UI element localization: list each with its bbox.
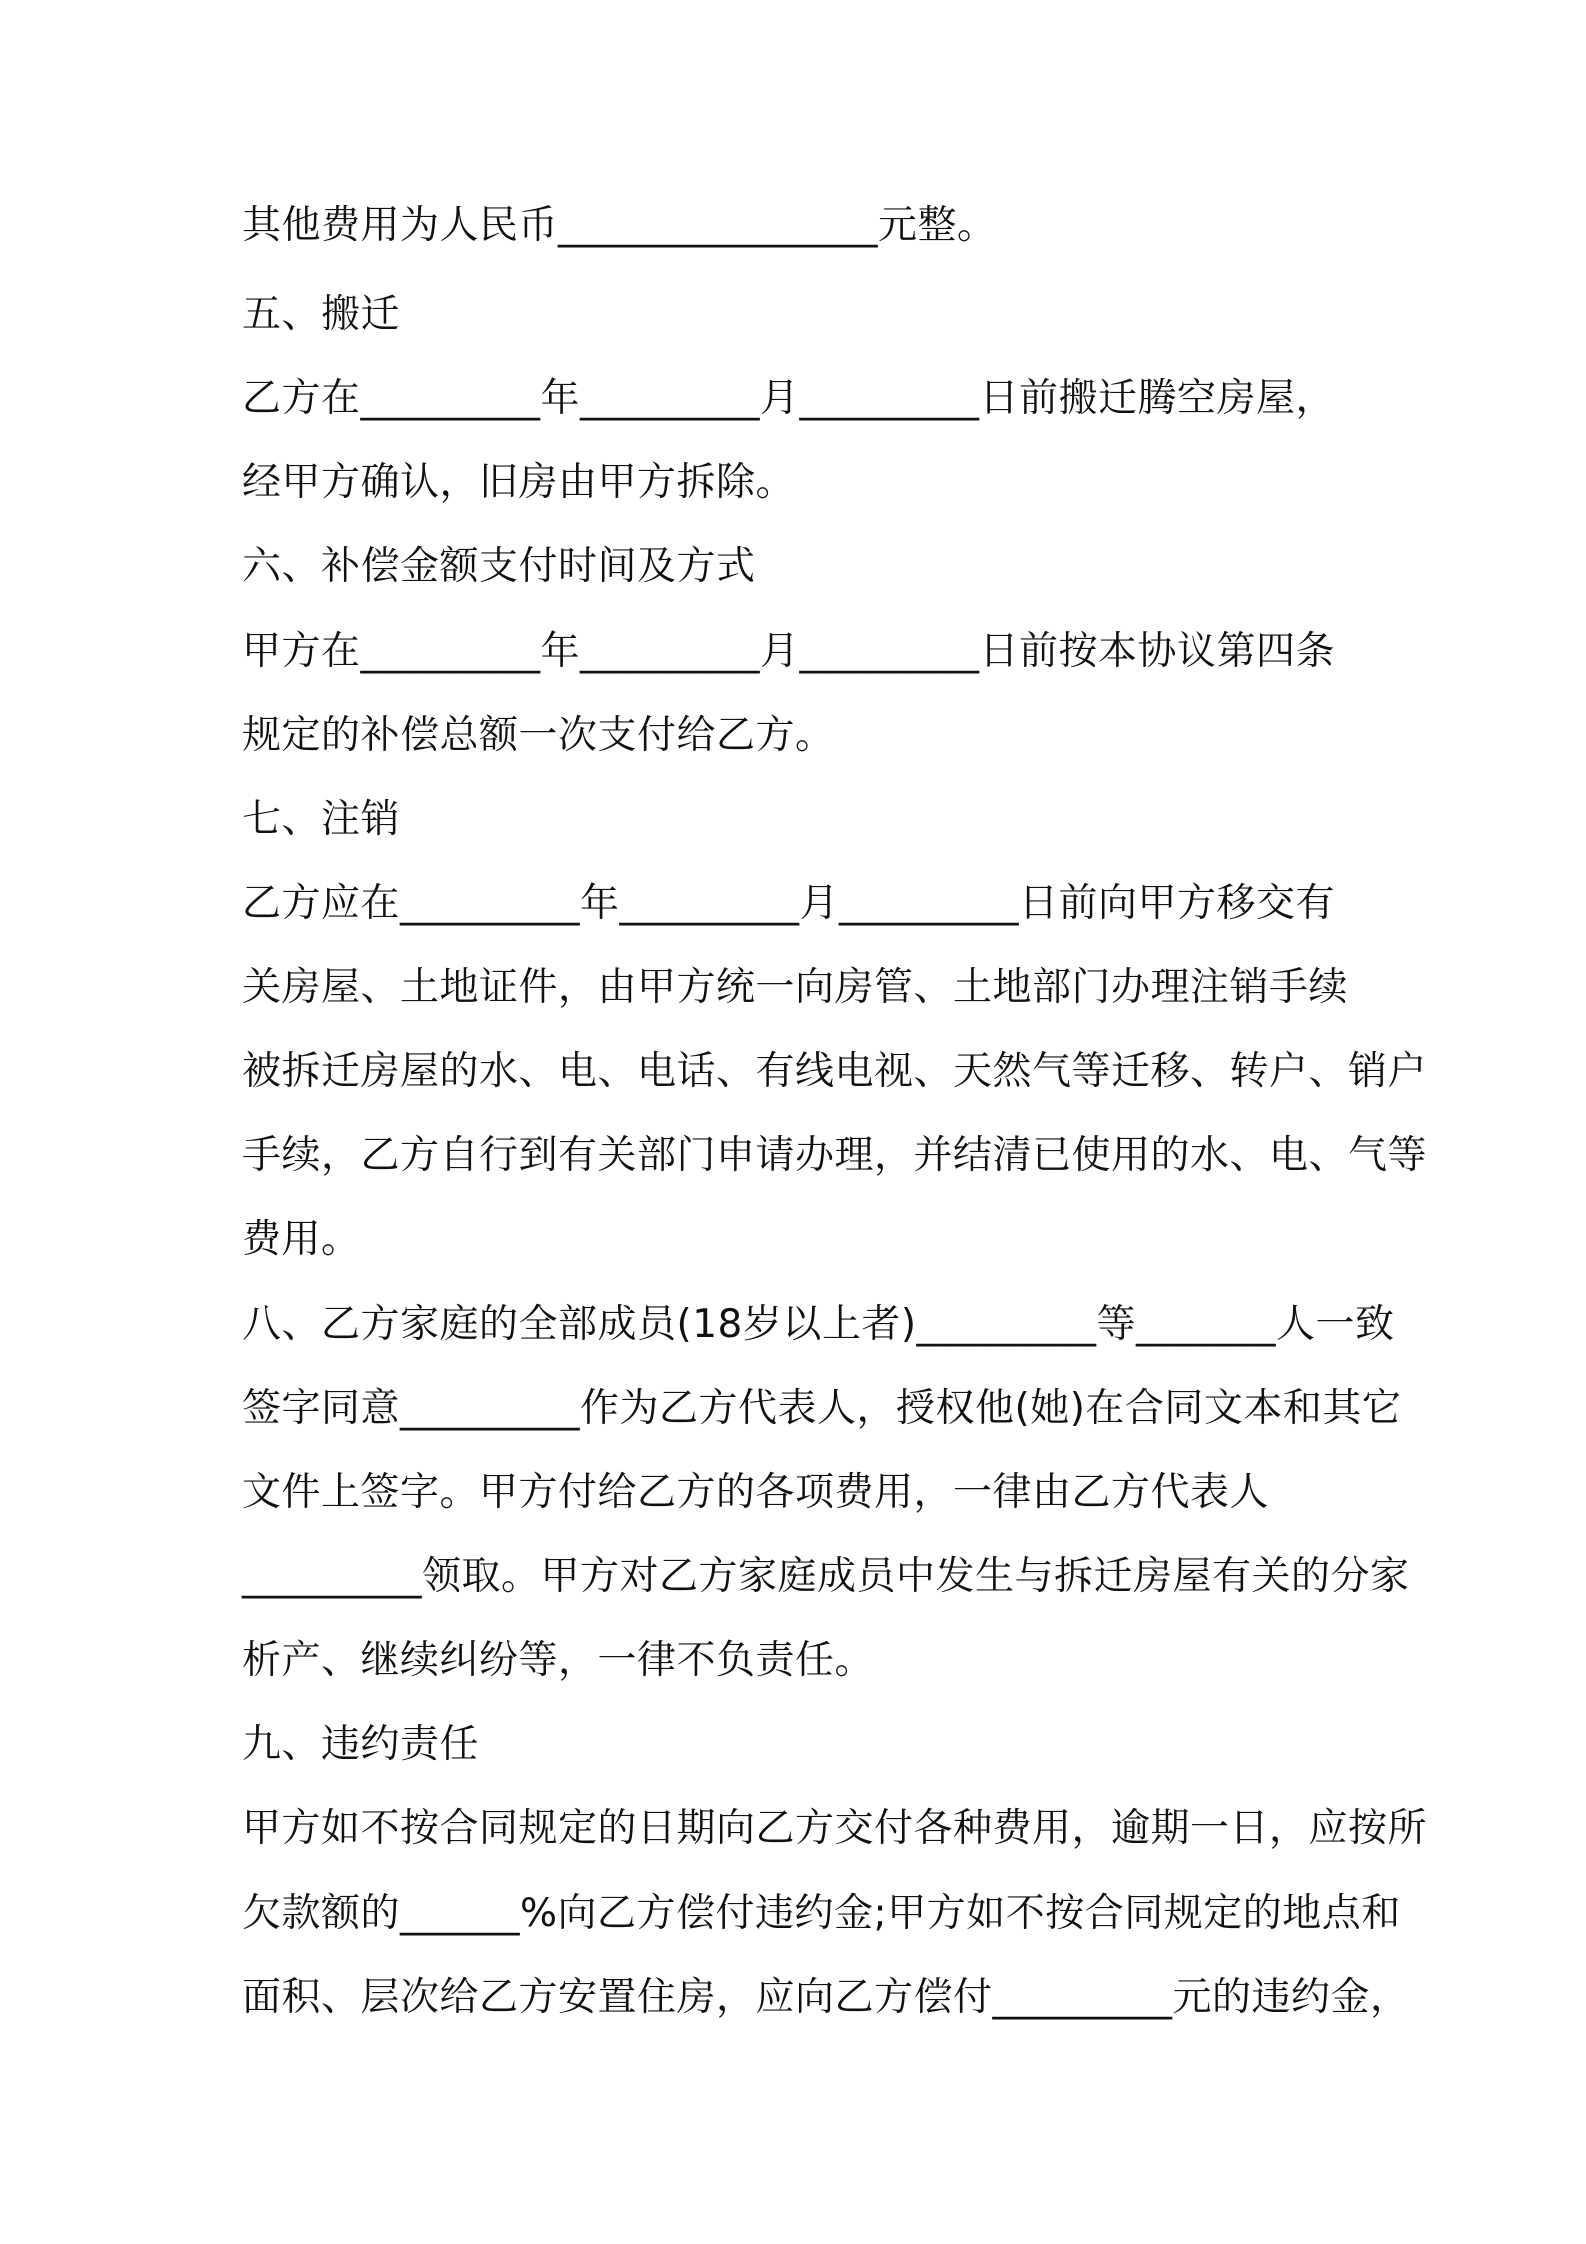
text-line: 关房屋、土地证件，由甲方统一向房管、土地部门办理注销手续 [242,965,1349,1010]
section-heading-liability: 九、违约责任 [242,1722,480,1767]
text-line: 被拆迁房屋的水、电、电话、有线电视、天然气等迁移、转户、销户 [242,1049,1428,1094]
text-line: 文件上签字。甲方付给乙方的各项费用，一律由乙方代表人 [242,1470,1270,1515]
section-heading-cancellation: 七、注销 [242,797,401,842]
text-line: 乙方应在_________年_________月_________日前向甲方移交有 [242,881,1336,926]
section-heading-payment: 六、补偿金额支付时间及方式 [242,544,756,589]
text-line: _________领取。甲方对乙方家庭成员中发生与拆迁房屋有关的分家 [242,1554,1410,1599]
text-line: 规定的补偿总额一次支付给乙方。 [242,713,835,758]
text-line: 签字同意_________作为乙方代表人，授权他(她)在合同文本和其它 [242,1386,1402,1431]
text-line: 欠款额的______%向乙方偿付违约金;甲方如不按合同规定的地点和 [242,1891,1401,1936]
text-line: 乙方在_________年_________月_________日前搬迁腾空房屋， [242,376,1336,421]
text-line: 甲方在_________年_________月_________日前按本协议第四条 [242,629,1336,674]
text-line: 经甲方确认，旧房由甲方拆除。 [242,460,796,505]
text-line: 面积、层次给乙方安置住房，应向乙方偿付_________元的违约金， [242,1975,1410,2020]
text-line: 析产、继续纠纷等，一律不负责任。 [242,1638,875,1683]
text-line: 手续，乙方自行到有关部门申请办理，并结清已使用的水、电、气等 [242,1133,1428,1178]
text-line: 甲方如不按合同规定的日期向乙方交付各种费用，逾期一日，应按所 [242,1806,1428,1851]
section-heading-relocation: 五、搬迁 [242,292,401,337]
text-line: 八、乙方家庭的全部成员(18岁以上者)_________等_______人一致 [242,1302,1395,1347]
text-line: 其他费用为人民币________________元整。 [242,203,997,248]
text-line: 费用。 [242,1217,361,1262]
